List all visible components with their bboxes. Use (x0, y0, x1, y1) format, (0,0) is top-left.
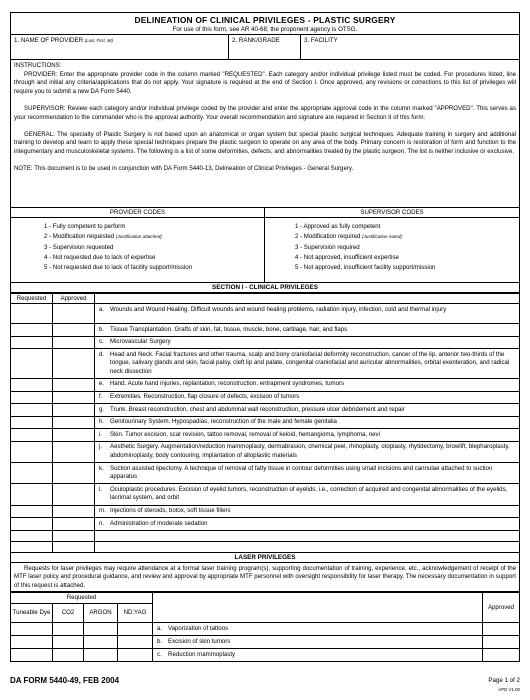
laser-requested-cell[interactable] (53, 622, 84, 635)
privilege-text: Suction assisted lipectomy. A technique of removal of fatty tissue in contour deformities using small incisions and cannulae attached to suction apparatus (110, 464, 493, 481)
code-item-note: (Justification attached) (115, 234, 162, 240)
laser-approved-header: Approved (483, 592, 520, 622)
approved-code-cell[interactable] (53, 463, 95, 484)
privilege-letter: a. (99, 305, 105, 313)
provider-header-row (10, 35, 520, 60)
code-item-note: (Justification noted) (362, 234, 402, 240)
requested-code-cell[interactable] (11, 391, 53, 404)
laser-requested-cell[interactable] (84, 622, 118, 635)
privilege-text: Head and Neck. Facial fractures and other trauma, scalp and bony craniofacial deformity reconstruction, cancer of the lip, anterior two-thirds of the tongue, salivary glands and skin, facial palsy, cleft lip and palate, congenital craniofacial and auricular abnormalities, orbital exenteration, and radical neck dissection (110, 350, 510, 375)
privilege-description (95, 541, 520, 552)
code-item: 5 - Not approved, insufficient facility support/mission (295, 264, 436, 272)
privilege-row (11, 391, 520, 404)
privilege-description (95, 518, 520, 531)
laser-requested-header: Requested (11, 592, 153, 603)
rank-grade-field[interactable] (229, 35, 301, 59)
privilege-letter: n. (99, 519, 105, 527)
laser-requested-cell[interactable] (11, 648, 53, 661)
laser-intro: Requests for laser privileges may require attendance at a formal laser training program(s), supporting documentation of training, experience, etc., acknowledgement of receipt of the MTF laser policy and procedural guidance, and review and approval by appropriate MTF personnel with oversight responsibility for laser therapy. The necessary documentation in support of this request is attached. (10, 563, 520, 592)
laser-col-co2: CO2 (53, 603, 84, 622)
laser-row (11, 622, 520, 635)
privilege-text: Skin. Tumor excision, scar revision, tattoo removal, removal of keloid, hemangioma, lymphoma, nevi (110, 430, 380, 438)
approved-code-cell[interactable] (53, 441, 95, 462)
privilege-description (95, 429, 520, 442)
privilege-letter: i. (99, 430, 103, 438)
privilege-row (11, 404, 520, 417)
section1-heading: SECTION I - CLINICAL PRIVILEGES (10, 283, 520, 293)
privilege-row (11, 416, 520, 429)
privilege-text: Genitourinary System. Hypospadias, reconstruction of the male and female genitalia (110, 418, 337, 426)
privilege-row (11, 324, 520, 337)
requested-code-cell[interactable] (11, 404, 53, 417)
provider-codes-list (11, 218, 264, 273)
privilege-row (11, 378, 520, 391)
instructions-provider: PROVIDER: Enter the appropriate provider code in the column marked "REQUESTED". Each category and/or individual privilege listed must be coded. For procedures listed, line through and initial any criteria/applications that do not apply. Your signature is required at the end of Section I. Once approved, any revisions or corrections to this list of privileges will require you to submit a new DA Form 5440. (14, 70, 516, 95)
approved-code-cell[interactable] (53, 349, 95, 379)
supervisor-codes-heading: SUPERVISOR CODES (265, 208, 519, 218)
instructions-note: NOTE: This document is to be used in conjunction with DA Form 5440-13, Delineation of Clinical Privileges - General Surgery. (14, 165, 354, 173)
laser-letter: b. (157, 638, 163, 646)
code-item: 1 - Approved as fully competent (295, 223, 381, 230)
instructions-section (10, 60, 520, 208)
laser-requested-cell[interactable] (84, 635, 118, 648)
laser-requested-cell[interactable] (53, 635, 84, 648)
laser-requested-cell[interactable] (53, 648, 84, 661)
apd-version: APD V1.00 (498, 687, 520, 692)
requested-code-cell[interactable] (11, 336, 53, 349)
privilege-text: Injections of steroids, botox, soft tissue fillers (110, 507, 231, 514)
provider-name-hint: (Last, First, MI) (84, 38, 113, 43)
privilege-description (95, 441, 520, 462)
privilege-letter: b. (99, 325, 105, 333)
instructions-general: GENERAL: The specialty of Plastic Surgery is not based upon an anatomical or organ system but special plastic surgical techniques. Adequate training in surgery and additional training to develop and learn to apply these special techniques prepare the plastic surgeon to operate on any area of the body. Primary concern is restoration of form and function to the integumentary and musculoskeletal systems. The following is a list of some deformities, defects, and abnormalities treated by the plastic surgeon. The list is neither inclusive or exclusive. (14, 130, 516, 155)
rank-grade-label: 2. RANK/GRADE (232, 37, 280, 44)
laser-header-row-1 (11, 592, 520, 603)
privilege-description (95, 484, 520, 505)
privileges-table (10, 293, 520, 553)
form-page (10, 12, 520, 662)
privilege-letter: l. (99, 485, 103, 493)
code-item: 2 - Modification required (Justification noted) (295, 233, 402, 241)
code-item: 2 - Modification requested (Justification attached) (44, 233, 162, 241)
form-subtitle: For use of this form, see AR 40-68; the proponent agency is OTSG. (172, 26, 358, 33)
privilege-row (11, 530, 520, 541)
requested-code-cell[interactable] (11, 416, 53, 429)
privilege-row (11, 484, 520, 505)
approved-code-cell[interactable] (53, 324, 95, 337)
laser-procedure (153, 635, 483, 648)
privilege-letter: j. (99, 443, 103, 451)
privilege-text: Aesthetic Surgery. Augmentation/reduction mammoplasty, dermabrasion, chemical peel, rhinoplasty, otoplasty, rhytidectomy, browlift, blepharoplasty, abdominoplasty, body contouring, implantation of alloplastic materials (110, 443, 510, 460)
supervisor-codes-list (265, 218, 519, 273)
privilege-description (95, 378, 520, 391)
privilege-description (95, 404, 520, 417)
requested-code-cell[interactable] (11, 441, 53, 462)
description-column-header (95, 294, 520, 304)
laser-letter: a. (157, 625, 163, 633)
approved-code-cell[interactable] (53, 484, 95, 505)
laser-row (11, 635, 520, 648)
privilege-row (11, 304, 520, 324)
instructions-heading: INSTRUCTIONS: (14, 62, 62, 69)
privilege-letter: f. (99, 393, 103, 401)
requested-code-cell[interactable] (11, 463, 53, 484)
page-number: Page 1 of 2 (488, 677, 520, 684)
privilege-description (95, 391, 520, 404)
requested-code-cell[interactable] (11, 324, 53, 337)
code-item: 4 - Not requested due to lack of expertise (44, 253, 156, 261)
privileges-header-row (11, 294, 520, 304)
requested-code-cell[interactable] (11, 530, 53, 541)
privilege-row (11, 518, 520, 531)
privilege-text: Administration of moderate sedation (110, 519, 208, 527)
approved-code-cell[interactable] (53, 530, 95, 541)
approved-code-cell[interactable] (53, 505, 95, 518)
privilege-description (95, 416, 520, 429)
privilege-description (95, 349, 520, 379)
privilege-row (11, 505, 520, 518)
laser-requested-cell[interactable] (84, 648, 118, 661)
privilege-text: Tissue Transplantation. Grafts of skin, fat, tissue, muscle, bone, cartilage, hair, and flaps (110, 325, 348, 333)
privilege-letter: k. (99, 464, 104, 472)
privilege-letter: e. (99, 380, 105, 388)
privilege-text: Microvascular Surgery (110, 338, 171, 346)
privilege-description (95, 463, 520, 484)
requested-column-header: Requested (11, 294, 53, 304)
privilege-text: Hand. Acute hand injuries, replantation, reconstruction, entrapment syndromes, tumors (110, 380, 345, 388)
approved-code-cell[interactable] (53, 378, 95, 391)
privilege-row (11, 541, 520, 552)
form-title: DELINEATION OF CLINICAL PRIVILEGES - PLASTIC SURGERY (134, 15, 396, 25)
laser-col-ndyag: ND:YAG (118, 603, 153, 622)
laser-row (11, 648, 520, 661)
approved-column-header: Approved (53, 294, 95, 304)
privilege-letter: h. (99, 418, 105, 426)
laser-approved-cell[interactable] (483, 648, 520, 661)
laser-letter: c. (157, 651, 162, 659)
laser-procedure-text: Excision of skin tumors (168, 638, 231, 646)
privilege-text: Oculoplastic procedures. Excision of eyelid tumors, reconstruction of eyelids, i.e., correction of acquired and congenital abnormalities of the eyelids, lacrimal system, and orbit (110, 485, 508, 502)
privilege-letter: c. (99, 338, 104, 346)
privilege-row (11, 429, 520, 442)
approved-code-cell[interactable] (53, 541, 95, 552)
codes-section (10, 208, 520, 283)
privilege-text: Extremities. Reconstruction, flap closure of defects, excision of tumors (110, 393, 300, 401)
laser-col-argon: ARGON (84, 603, 118, 622)
code-item: 5 - Not requested due to lack of facility support/mission (44, 264, 193, 272)
approved-code-cell[interactable] (53, 518, 95, 531)
approved-code-cell[interactable] (53, 429, 95, 442)
approved-code-cell[interactable] (53, 416, 95, 429)
requested-code-cell[interactable] (11, 304, 53, 324)
privilege-letter: m. (99, 507, 106, 514)
privilege-row (11, 441, 520, 462)
privilege-letter: g. (99, 405, 105, 413)
privilege-row (11, 463, 520, 484)
laser-requested-cell[interactable] (11, 635, 53, 648)
privilege-description (95, 304, 520, 324)
laser-procedure-text: Vaporization of tattoos (168, 625, 229, 633)
laser-approved-cell[interactable] (483, 635, 520, 648)
requested-code-cell[interactable] (11, 349, 53, 379)
laser-requested-cell[interactable] (118, 648, 153, 661)
privilege-row (11, 336, 520, 349)
laser-description-header (153, 592, 483, 622)
provider-name-field[interactable] (11, 35, 229, 59)
privilege-description (95, 530, 520, 541)
laser-table (10, 592, 520, 662)
approved-code-cell[interactable] (53, 304, 95, 324)
laser-procedure (153, 622, 483, 635)
code-item: 4 - Not approved, insufficient expertise (295, 253, 399, 261)
laser-col-tuneable-dye: Tuneable Dye (11, 603, 53, 622)
laser-requested-cell[interactable] (118, 635, 153, 648)
laser-requested-cell[interactable] (118, 622, 153, 635)
code-item: 1 - Fully competent to perform (44, 223, 126, 230)
code-item: 3 - Supervision required (295, 243, 360, 251)
privilege-description (95, 324, 520, 337)
form-title-block (10, 12, 520, 35)
code-item: 3 - Supervision requested (44, 243, 114, 251)
requested-code-cell[interactable] (11, 505, 53, 518)
laser-requested-cell[interactable] (11, 622, 53, 635)
privilege-row (11, 349, 520, 379)
laser-procedure (153, 648, 483, 661)
laser-heading: LASER PRIVILEGES (10, 553, 520, 563)
approved-code-cell[interactable] (53, 391, 95, 404)
approved-code-cell[interactable] (53, 404, 95, 417)
laser-procedure-text: Reduction mammoplasty (168, 651, 236, 659)
provider-codes (11, 208, 265, 282)
privilege-text: Wounds and Wound Healing. Difficult wounds and wound healing problems, radiation injury, infection, cold and thermal injury (110, 305, 447, 313)
privilege-text: Trunk. Breast reconstruction, chest and abdominal wall reconstruction, pressure ulcer debridement and repair (110, 405, 405, 413)
facility-label: 3. FACILITY (304, 37, 338, 44)
requested-code-cell[interactable] (11, 518, 53, 531)
requested-code-cell[interactable] (11, 378, 53, 391)
privilege-description (95, 336, 520, 349)
privilege-description (95, 505, 520, 518)
provider-codes-heading: PROVIDER CODES (11, 208, 264, 218)
supervisor-codes (265, 208, 519, 282)
facility-field[interactable] (301, 35, 519, 59)
form-id: DA FORM 5440-49, FEB 2004 (10, 676, 120, 685)
privilege-letter: d. (99, 350, 105, 358)
approved-code-cell[interactable] (53, 336, 95, 349)
requested-code-cell[interactable] (11, 429, 53, 442)
provider-name-label: 1. NAME OF PROVIDER (14, 37, 84, 44)
instructions-supervisor: SUPERVISOR: Review each category and/or individual privilege coded by the provider and enter the appropriate approval code in the column marked "APPROVED". This serves as your recommendation to the commander who is the approval authority. Your overall recommendation and signature are required in Section II of this form. (14, 104, 516, 121)
laser-approved-cell[interactable] (483, 622, 520, 635)
requested-code-cell[interactable] (11, 484, 53, 505)
requested-code-cell[interactable] (11, 541, 53, 552)
